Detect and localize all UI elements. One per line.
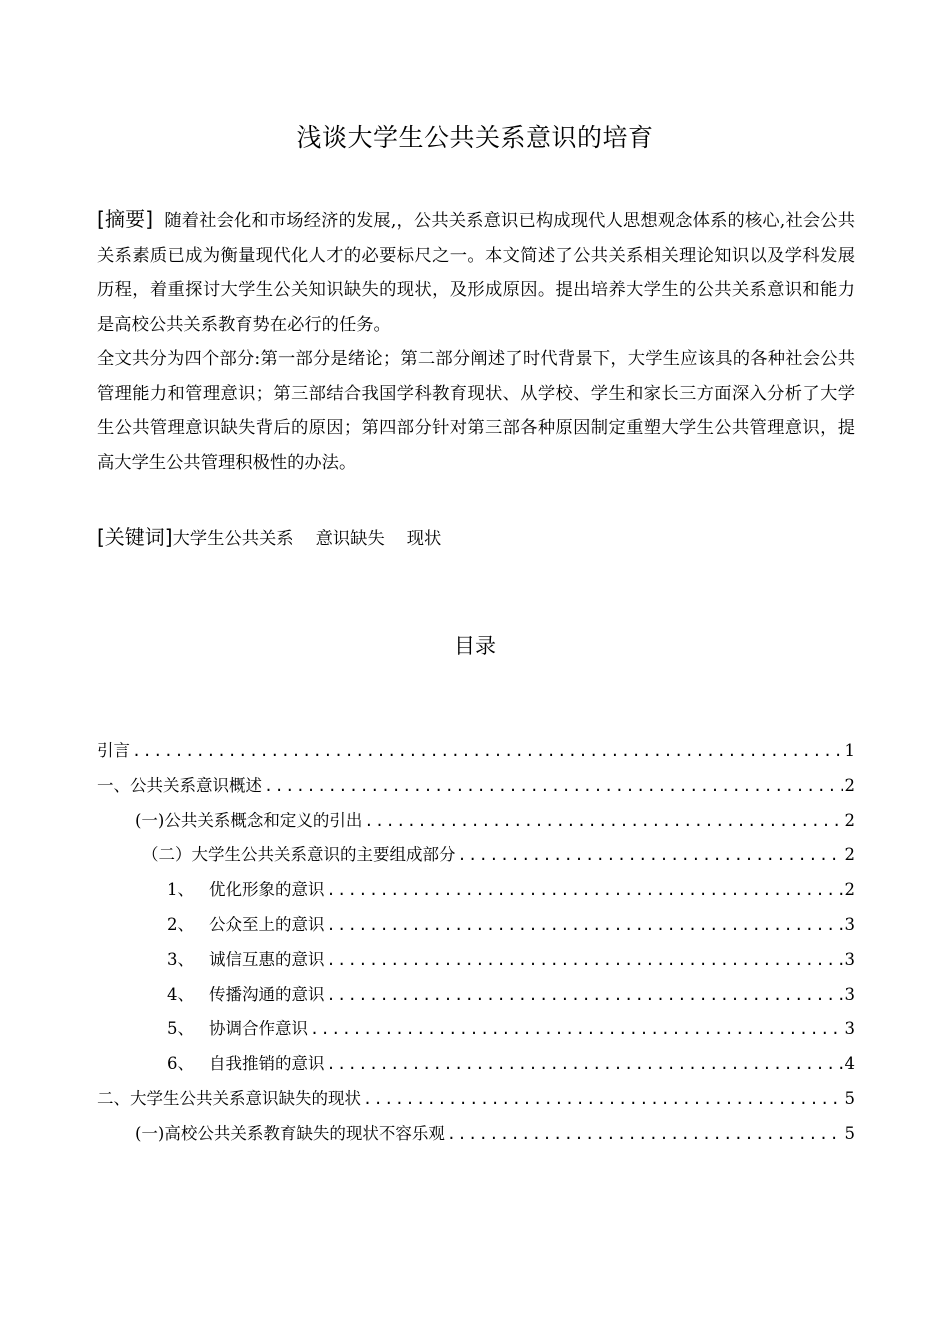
toc-page-number: 3 xyxy=(844,914,855,934)
abstract-section xyxy=(97,202,855,480)
toc-entry[interactable] xyxy=(97,804,855,839)
keywords-section xyxy=(97,520,463,556)
toc-entry-text xyxy=(167,873,325,908)
toc-leader-dots xyxy=(327,873,843,908)
toc-leader-dots xyxy=(327,978,843,1013)
abstract-label: [摘要] xyxy=(97,207,154,231)
toc-entry[interactable] xyxy=(97,769,855,804)
toc-entry-label: 优化形象的意识 xyxy=(209,880,325,900)
toc-entry-text xyxy=(167,1047,325,1082)
toc-entry-number: 3、 xyxy=(167,949,194,969)
toc-entry[interactable] xyxy=(97,838,855,873)
table-of-contents xyxy=(97,734,855,1152)
keyword: 意识缺失 xyxy=(315,529,385,549)
toc-leader-dots xyxy=(327,1047,843,1082)
toc-entry-text xyxy=(167,943,325,978)
toc-entry-label: 协调合作意识 xyxy=(209,1019,308,1039)
toc-entry-number: 4、 xyxy=(167,984,194,1004)
toc-entry-text: 二、大学生公共关系意识缺失的现状 xyxy=(97,1088,361,1108)
toc-entry[interactable] xyxy=(97,1047,855,1082)
keyword: 现状 xyxy=(406,529,442,549)
toc-entry-label: 传播沟通的意识 xyxy=(209,984,325,1004)
toc-page-number: 1 xyxy=(844,741,855,760)
toc-entry[interactable] xyxy=(97,1012,855,1047)
keywords-label: [关键词] xyxy=(97,525,173,549)
toc-page-number: 2 xyxy=(844,880,855,900)
toc-leader-dots xyxy=(458,838,843,873)
toc-entry[interactable] xyxy=(97,734,855,769)
toc-entry[interactable] xyxy=(97,1117,855,1152)
toc-leader-dots xyxy=(264,769,843,804)
toc-entry[interactable] xyxy=(97,1082,855,1117)
toc-entry-text: (一)高校公共关系教育缺失的现状不容乐观 xyxy=(135,1123,445,1143)
toc-entry-number: 1、 xyxy=(167,880,194,900)
toc-page-number: 2 xyxy=(844,810,855,830)
toc-entry[interactable] xyxy=(97,978,855,1013)
toc-entry-number: 6、 xyxy=(167,1054,194,1074)
toc-entry-label: 自我推销的意识 xyxy=(209,1054,325,1074)
toc-entry[interactable] xyxy=(97,873,855,908)
toc-leader-dots xyxy=(327,908,843,943)
keyword: 大学生公共关系 xyxy=(172,529,294,549)
toc-page-number: 2 xyxy=(844,845,855,865)
toc-page-number: 5 xyxy=(844,1123,855,1143)
toc-leader-dots xyxy=(310,1012,843,1047)
toc-entry-label: 诚信互惠的意识 xyxy=(209,949,325,969)
toc-leader-dots xyxy=(132,734,843,769)
toc-entry-number: 2、 xyxy=(167,914,194,934)
toc-page-number: 5 xyxy=(844,1088,855,1108)
abstract-paragraph-1 xyxy=(97,202,855,342)
toc-page-number: 3 xyxy=(844,1019,855,1039)
abstract-text-1: 随着社会化和市场经济的发展,，公共关系意识已构成现代人思想观念体系的核心,社会公共关系素质已成为衡量现代化人才的必要标尺之一。本文简述了公共关系相关理论知识以及学科发展历程，着重探讨大学生公关知识缺失的现状，及形成原因。提出培养大学生的公共关系意识和能力是高校公共关系教育势在必行的任务。 xyxy=(97,211,855,335)
toc-leader-dots xyxy=(447,1117,843,1152)
toc-entry-text xyxy=(167,978,325,1013)
toc-entry-text xyxy=(167,1012,308,1047)
toc-entry-text: (一)公共关系概念和定义的引出 xyxy=(135,810,363,830)
toc-entry-text: （二）大学生公共关系意识的主要组成部分 xyxy=(142,845,456,865)
toc-leader-dots xyxy=(327,943,843,978)
toc-entry-label: 公众至上的意识 xyxy=(209,914,325,934)
toc-title: 目录 xyxy=(454,634,496,658)
toc-page-number: 2 xyxy=(844,775,855,795)
toc-page-number: 3 xyxy=(844,984,855,1004)
toc-entry-number: 5、 xyxy=(167,1019,194,1039)
toc-entry-text: 一、公共关系意识概述 xyxy=(97,775,262,795)
abstract-paragraph-2: 全文共分为四个部分:第一部分是绪论；第二部分阐述了时代背景下，大学生应该具的各种社会公共管理能力和管理意识；第三部结合我国学科教育现状、从学校、学生和家长三方面深入分析了大学生公共管理意识缺失背后的原因；第四部分针对第三部各种原因制定重塑大学生公共管理意识，提高大学生公共管理积极性的办法。 xyxy=(97,349,855,473)
toc-entry[interactable] xyxy=(97,943,855,978)
toc-entry[interactable] xyxy=(97,908,855,943)
toc-page-number: 3 xyxy=(844,949,855,969)
toc-leader-dots xyxy=(363,1082,843,1117)
toc-page-number: 4 xyxy=(844,1054,855,1074)
document-title: 浅谈大学生公共关系意识的培育 xyxy=(296,123,654,152)
toc-entry-text xyxy=(167,908,325,943)
toc-entry-text: 引言 xyxy=(97,741,130,760)
toc-leader-dots xyxy=(364,804,842,839)
